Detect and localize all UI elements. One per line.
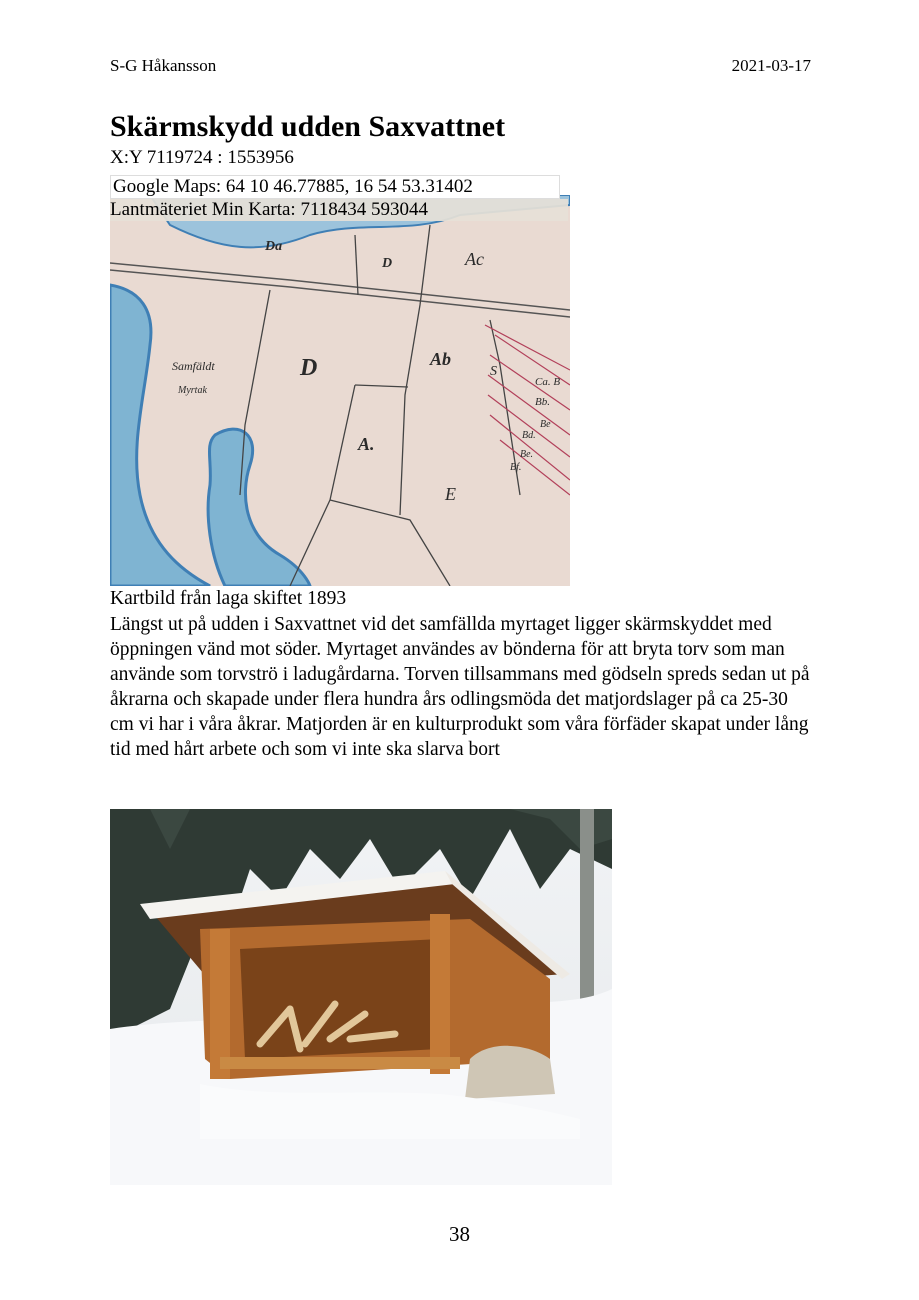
- map-label-d-small: D: [382, 256, 393, 271]
- map-label-da: Da: [265, 239, 283, 254]
- map-label-e: E: [445, 484, 456, 504]
- page-title: Skärmskydd udden Saxvattnet: [110, 110, 506, 143]
- historic-map-image: [110, 195, 570, 586]
- map-label-s: S: [490, 364, 497, 379]
- map-label-bb: Bb.: [535, 396, 550, 408]
- body-paragraph: Längst ut på udden i Saxvattnet vid det samfällda myrtaget ligger skärmskyddet med öppningen vänd mot söder. Myrtaget användes av bönderna för att bryta torv som man använde som torvströ i ladugårdarna. Torven tillsammans med gödseln spreds sedan ut på åkrarna och skapade under flera hundra års odlingsmöda det matjordslager på ca 25-30 cm vi har i våra åkrar. Matjorden är en kulturprodukt som våra förfäder skapat under lång tid med hårt arbete och som vi inte ska slarva bort: [110, 614, 810, 760]
- coordinates-xy: X:Y 7119724 : 1553956: [110, 147, 294, 168]
- shelter-photo: [110, 809, 612, 1185]
- map-label-ac: Ac: [465, 249, 484, 269]
- header-author: S-G Håkansson: [110, 56, 217, 75]
- map-label-ca: Ca. B: [535, 376, 561, 388]
- coordinates-lantmateriet: Lantmäteriet Min Karta: 7118434 593044: [110, 199, 568, 221]
- coordinates-google: Google Maps: 64 10 46.77885, 16 54 53.31402: [110, 175, 560, 199]
- header-date: 2021-03-17: [731, 56, 811, 75]
- map-label-bf: Bf.: [510, 462, 522, 473]
- map-caption: Kartbild från laga skiftet 1893: [110, 588, 347, 609]
- page-number: 38: [449, 1222, 470, 1246]
- map-label-samfaldt: Samfäldt: [172, 359, 215, 373]
- map-label-myrtak: Myrtak: [178, 385, 207, 396]
- map-label-bd: Bd.: [522, 430, 536, 441]
- map-label-be: Be.: [520, 449, 534, 460]
- map-label-be-top: Be: [540, 419, 551, 430]
- map-label-a: A.: [358, 434, 375, 454]
- map-label-d: D: [300, 355, 318, 381]
- map-label-ab: Ab: [430, 349, 452, 369]
